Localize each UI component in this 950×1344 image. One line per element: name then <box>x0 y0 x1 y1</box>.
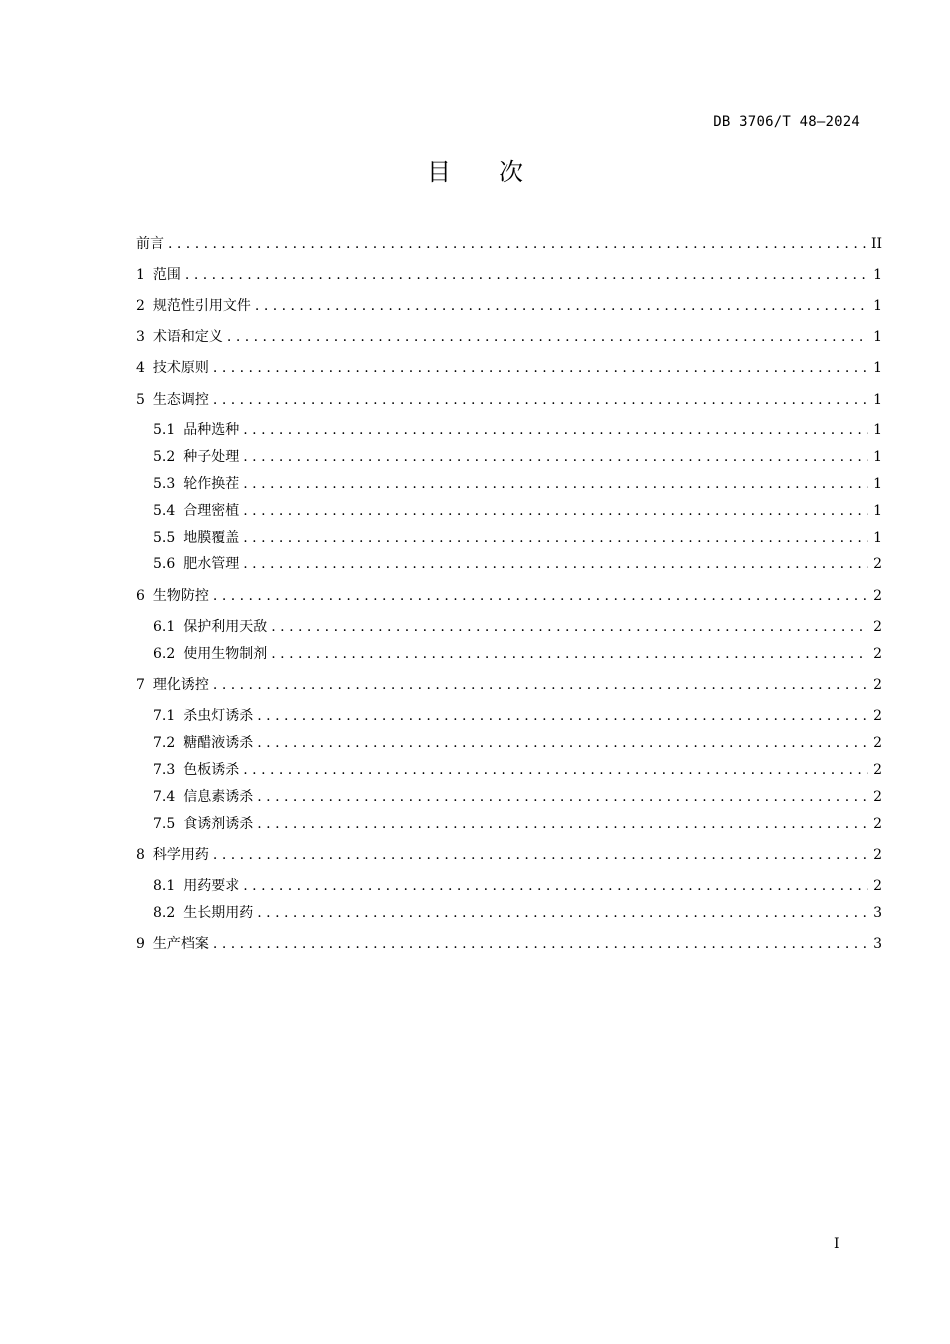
toc-entry-label: 生产档案 <box>152 936 209 952</box>
toc-entry-label: 杀虫灯诱杀 <box>183 708 254 724</box>
toc-entry-number: 6 <box>136 588 145 604</box>
toc-entry-page: 2 <box>873 735 882 751</box>
toc-entry-page: 2 <box>873 646 882 662</box>
toc-entry[interactable] <box>136 934 882 954</box>
toc-entry-page: 2 <box>873 708 882 724</box>
toc-dot-leader <box>271 644 868 664</box>
toc-entry-number: 5.6 <box>153 556 176 572</box>
toc-dot-leader <box>243 876 868 896</box>
toc-entry-label: 术语和定义 <box>152 329 223 345</box>
toc-dot-leader <box>213 390 868 410</box>
toc-entry-page: 2 <box>873 789 882 805</box>
toc-dot-leader <box>213 845 868 865</box>
toc-entry-label: 范围 <box>152 267 181 283</box>
toc-dot-leader <box>213 675 868 695</box>
toc-entry-page: 1 <box>873 392 882 408</box>
toc-entry-page: 3 <box>873 905 882 921</box>
toc-entry-page: 2 <box>873 556 882 572</box>
toc-entry-label: 科学用药 <box>152 847 209 863</box>
toc-entry[interactable] <box>136 234 882 254</box>
toc-entry-number: 8 <box>136 847 145 863</box>
toc-dot-leader <box>227 327 868 347</box>
toc-entry-label: 轮作换茬 <box>183 476 240 492</box>
toc-entry-number: 5.2 <box>153 449 176 465</box>
toc-entry-number: 7 <box>136 677 145 693</box>
toc-dot-leader <box>243 760 868 780</box>
toc-entry[interactable] <box>153 903 882 923</box>
toc-dot-leader <box>257 706 868 726</box>
toc-entry-label: 品种选种 <box>183 422 240 438</box>
toc-entry[interactable] <box>153 528 882 548</box>
toc-entry-number: 4 <box>136 360 145 376</box>
toc-entry-number: 5.4 <box>153 503 176 519</box>
toc-dot-leader <box>243 528 868 548</box>
toc-entry-page: 2 <box>873 619 882 635</box>
toc-entry-label: 前言 <box>136 236 164 252</box>
toc-entry-page: 1 <box>873 360 882 376</box>
toc-dot-leader <box>213 586 868 606</box>
toc-dot-leader <box>243 474 868 494</box>
toc-dot-leader <box>243 420 868 440</box>
toc-entry[interactable] <box>136 265 882 285</box>
toc-entry-page: 1 <box>873 530 882 546</box>
toc-entry-label: 食诱剂诱杀 <box>183 816 254 832</box>
toc-dot-leader <box>213 934 868 954</box>
toc-entry-number: 7.5 <box>153 816 176 832</box>
toc-entry-page: 1 <box>873 298 882 314</box>
toc-entry-number: 8.1 <box>153 878 176 894</box>
toc-entry[interactable] <box>136 675 882 695</box>
toc-entry-page: 2 <box>873 677 882 693</box>
toc-entry[interactable] <box>153 644 882 664</box>
toc-entry-number: 2 <box>136 298 145 314</box>
toc-entry-page: 2 <box>873 588 882 604</box>
toc-dot-leader <box>271 617 868 637</box>
toc-entry-label: 生物防控 <box>152 588 209 604</box>
toc-entry[interactable] <box>153 733 882 753</box>
toc-entry-number: 7.4 <box>153 789 176 805</box>
toc-entry[interactable] <box>153 617 882 637</box>
toc-entry-label: 糖醋液诱杀 <box>183 735 254 751</box>
toc-dot-leader <box>243 447 868 467</box>
toc-entry-page: II <box>870 236 882 252</box>
toc-entry-label: 规范性引用文件 <box>152 298 251 314</box>
toc-entry[interactable] <box>153 814 882 834</box>
toc-entry-label: 地膜覆盖 <box>183 530 240 546</box>
toc-dot-leader <box>257 903 868 923</box>
toc-dot-leader <box>257 733 868 753</box>
footer-page-number: I <box>834 1236 840 1252</box>
toc-entry-number: 3 <box>136 329 145 345</box>
toc-entry-label: 肥水管理 <box>183 556 240 572</box>
page-title: 目次 <box>427 158 571 186</box>
document-code: DB 3706/T 48—2024 <box>713 114 860 130</box>
toc-entry-label: 用药要求 <box>183 878 240 894</box>
toc-entry-number: 7.3 <box>153 762 176 778</box>
toc-entry-label: 合理密植 <box>183 503 240 519</box>
toc-entry-number: 5.3 <box>153 476 176 492</box>
toc-entry-page: 3 <box>873 936 882 952</box>
toc-entry-label: 技术原则 <box>152 360 209 376</box>
toc-entry-page: 1 <box>873 449 882 465</box>
toc-entry[interactable] <box>153 760 882 780</box>
toc-entry-label: 色板诱杀 <box>183 762 240 778</box>
toc-entry-page: 1 <box>873 503 882 519</box>
toc-dot-leader <box>243 554 868 574</box>
toc-entry[interactable] <box>136 358 882 378</box>
toc-entry-page: 2 <box>873 762 882 778</box>
toc-entry[interactable] <box>153 420 882 440</box>
toc-entry-number: 7.2 <box>153 735 176 751</box>
toc-dot-leader <box>257 814 868 834</box>
toc-entry-number: 5.1 <box>153 422 176 438</box>
toc-dot-leader <box>168 234 867 254</box>
toc-entry-label: 种子处理 <box>183 449 240 465</box>
toc-dot-leader <box>257 787 868 807</box>
toc-entry[interactable] <box>153 787 882 807</box>
toc-entry-number: 6.1 <box>153 619 176 635</box>
toc-entry[interactable] <box>153 876 882 896</box>
toc-entry-label: 生长期用药 <box>183 905 254 921</box>
toc-entry-page: 1 <box>873 329 882 345</box>
toc-entry-label: 使用生物制剂 <box>183 646 268 662</box>
toc-entry-number: 8.2 <box>153 905 176 921</box>
toc-entry[interactable] <box>153 554 882 574</box>
toc-entry-number: 9 <box>136 936 145 952</box>
toc-entry-label: 生态调控 <box>152 392 209 408</box>
toc-entry-label: 信息素诱杀 <box>183 789 254 805</box>
toc-entry[interactable] <box>153 474 882 494</box>
toc-entry[interactable] <box>136 327 882 347</box>
toc-entry[interactable] <box>153 706 882 726</box>
toc-dot-leader <box>213 358 868 378</box>
toc-dot-leader <box>185 265 868 285</box>
toc-dot-leader <box>255 296 868 316</box>
toc-entry-number: 5 <box>136 392 145 408</box>
toc-entry-number: 7.1 <box>153 708 176 724</box>
toc-entry-number: 6.2 <box>153 646 176 662</box>
toc-entry[interactable] <box>153 501 882 521</box>
toc-entry[interactable] <box>136 586 882 606</box>
toc-entry-number: 5.5 <box>153 530 176 546</box>
toc-entry-page: 2 <box>873 847 882 863</box>
toc-entry[interactable] <box>136 845 882 865</box>
toc-entry-page: 2 <box>873 878 882 894</box>
toc-entry-page: 1 <box>873 267 882 283</box>
toc-entry-label: 保护利用天敌 <box>183 619 268 635</box>
toc-entry[interactable] <box>153 447 882 467</box>
toc-entry-number: 1 <box>136 267 145 283</box>
toc-entry-page: 1 <box>873 422 882 438</box>
toc-entry-page: 1 <box>873 476 882 492</box>
toc-entry[interactable] <box>136 390 882 410</box>
toc-entry[interactable] <box>136 296 882 316</box>
toc-entry-label: 理化诱控 <box>152 677 209 693</box>
toc-dot-leader <box>243 501 868 521</box>
toc-entry-page: 2 <box>873 816 882 832</box>
